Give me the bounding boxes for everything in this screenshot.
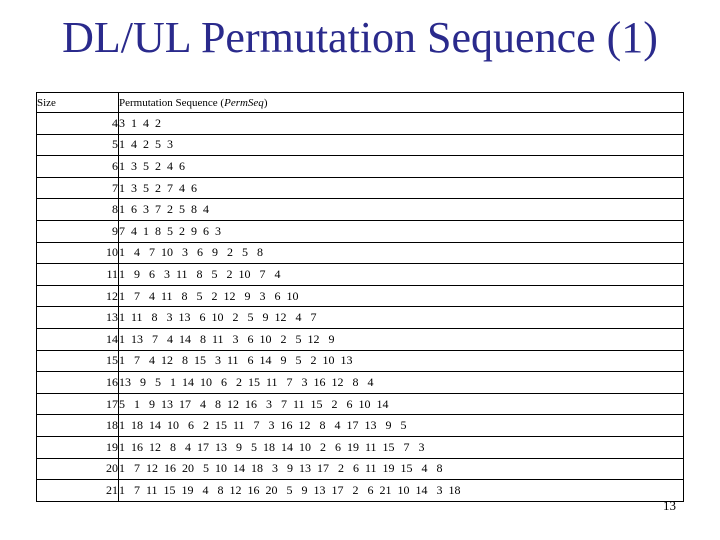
header-seq-suffix: ) xyxy=(263,96,268,109)
permseq-cell: 5 1 9 13 17 4 8 12 16 3 7 11 15 2 6 10 14 xyxy=(119,393,684,415)
table-row xyxy=(37,350,684,372)
permseq-cell: 13 9 5 1 14 10 6 2 15 11 7 3 16 12 8 4 xyxy=(119,372,684,394)
permseq-cell: 1 3 5 2 4 6 xyxy=(119,156,684,178)
size-cell: 21 xyxy=(37,480,119,502)
size-cell: 13 xyxy=(37,307,119,329)
table-body xyxy=(37,113,684,502)
column-header-permseq xyxy=(119,93,684,113)
size-cell: 4 xyxy=(37,113,119,135)
permseq-cell: 3 1 4 2 xyxy=(119,113,684,135)
table-row xyxy=(37,328,684,350)
table-row xyxy=(37,220,684,242)
size-cell: 14 xyxy=(37,328,119,350)
slide-title: DL/UL Permutation Sequence (1) xyxy=(62,13,658,62)
size-cell: 19 xyxy=(37,436,119,458)
table-row xyxy=(37,415,684,437)
table-row xyxy=(37,307,684,329)
header-seq-italic: PermSeq xyxy=(224,96,264,109)
permseq-cell: 7 4 1 8 5 2 9 6 3 xyxy=(119,220,684,242)
permseq-cell: 1 4 2 5 3 xyxy=(119,134,684,156)
page-number: 13 xyxy=(663,498,676,513)
table-row xyxy=(37,177,684,199)
table-row xyxy=(37,134,684,156)
table-header-row xyxy=(37,93,684,113)
permseq-cell: 1 3 5 2 7 4 6 xyxy=(119,177,684,199)
size-cell: 12 xyxy=(37,285,119,307)
size-cell: 6 xyxy=(37,156,119,178)
permseq-cell: 1 11 8 3 13 6 10 2 5 9 12 4 7 xyxy=(119,307,684,329)
size-cell: 18 xyxy=(37,415,119,437)
table-row xyxy=(37,372,684,394)
permutation-table xyxy=(36,92,684,502)
table-row xyxy=(37,113,684,135)
size-cell: 17 xyxy=(37,393,119,415)
size-cell: 11 xyxy=(37,264,119,286)
permseq-cell: 1 4 7 10 3 6 9 2 5 8 xyxy=(119,242,684,264)
table-row xyxy=(37,264,684,286)
table-row xyxy=(37,458,684,480)
permseq-cell: 1 13 7 4 14 8 11 3 6 10 2 5 12 9 xyxy=(119,328,684,350)
permseq-cell: 1 9 6 3 11 8 5 2 10 7 4 xyxy=(119,264,684,286)
size-cell: 8 xyxy=(37,199,119,221)
size-cell: 20 xyxy=(37,458,119,480)
permseq-cell: 1 7 4 12 8 15 3 11 6 14 9 5 2 10 13 xyxy=(119,350,684,372)
size-cell: 15 xyxy=(37,350,119,372)
size-cell: 16 xyxy=(37,372,119,394)
header-seq-prefix: Permutation Sequence ( xyxy=(119,96,225,109)
table-row xyxy=(37,242,684,264)
permseq-cell: 1 6 3 7 2 5 8 4 xyxy=(119,199,684,221)
table-row xyxy=(37,199,684,221)
permseq-cell: 1 7 12 16 20 5 10 14 18 3 9 13 17 2 6 11 19 15 4 8 xyxy=(119,458,684,480)
permseq-cell: 1 18 14 10 6 2 15 11 7 3 16 12 8 4 17 13 9 5 xyxy=(119,415,684,437)
table-row xyxy=(37,156,684,178)
table-row xyxy=(37,436,684,458)
size-cell: 9 xyxy=(37,220,119,242)
permseq-cell: 1 7 11 15 19 4 8 12 16 20 5 9 13 17 2 6 21 10 14 3 18 xyxy=(119,480,684,502)
table-row xyxy=(37,285,684,307)
size-cell: 10 xyxy=(37,242,119,264)
size-cell: 7 xyxy=(37,177,119,199)
size-cell: 5 xyxy=(37,134,119,156)
table-row xyxy=(37,480,684,502)
permseq-cell: 1 7 4 11 8 5 2 12 9 3 6 10 xyxy=(119,285,684,307)
column-header-size: Size xyxy=(37,93,119,113)
permseq-cell: 1 16 12 8 4 17 13 9 5 18 14 10 2 6 19 11 15 7 3 xyxy=(119,436,684,458)
table-row xyxy=(37,393,684,415)
